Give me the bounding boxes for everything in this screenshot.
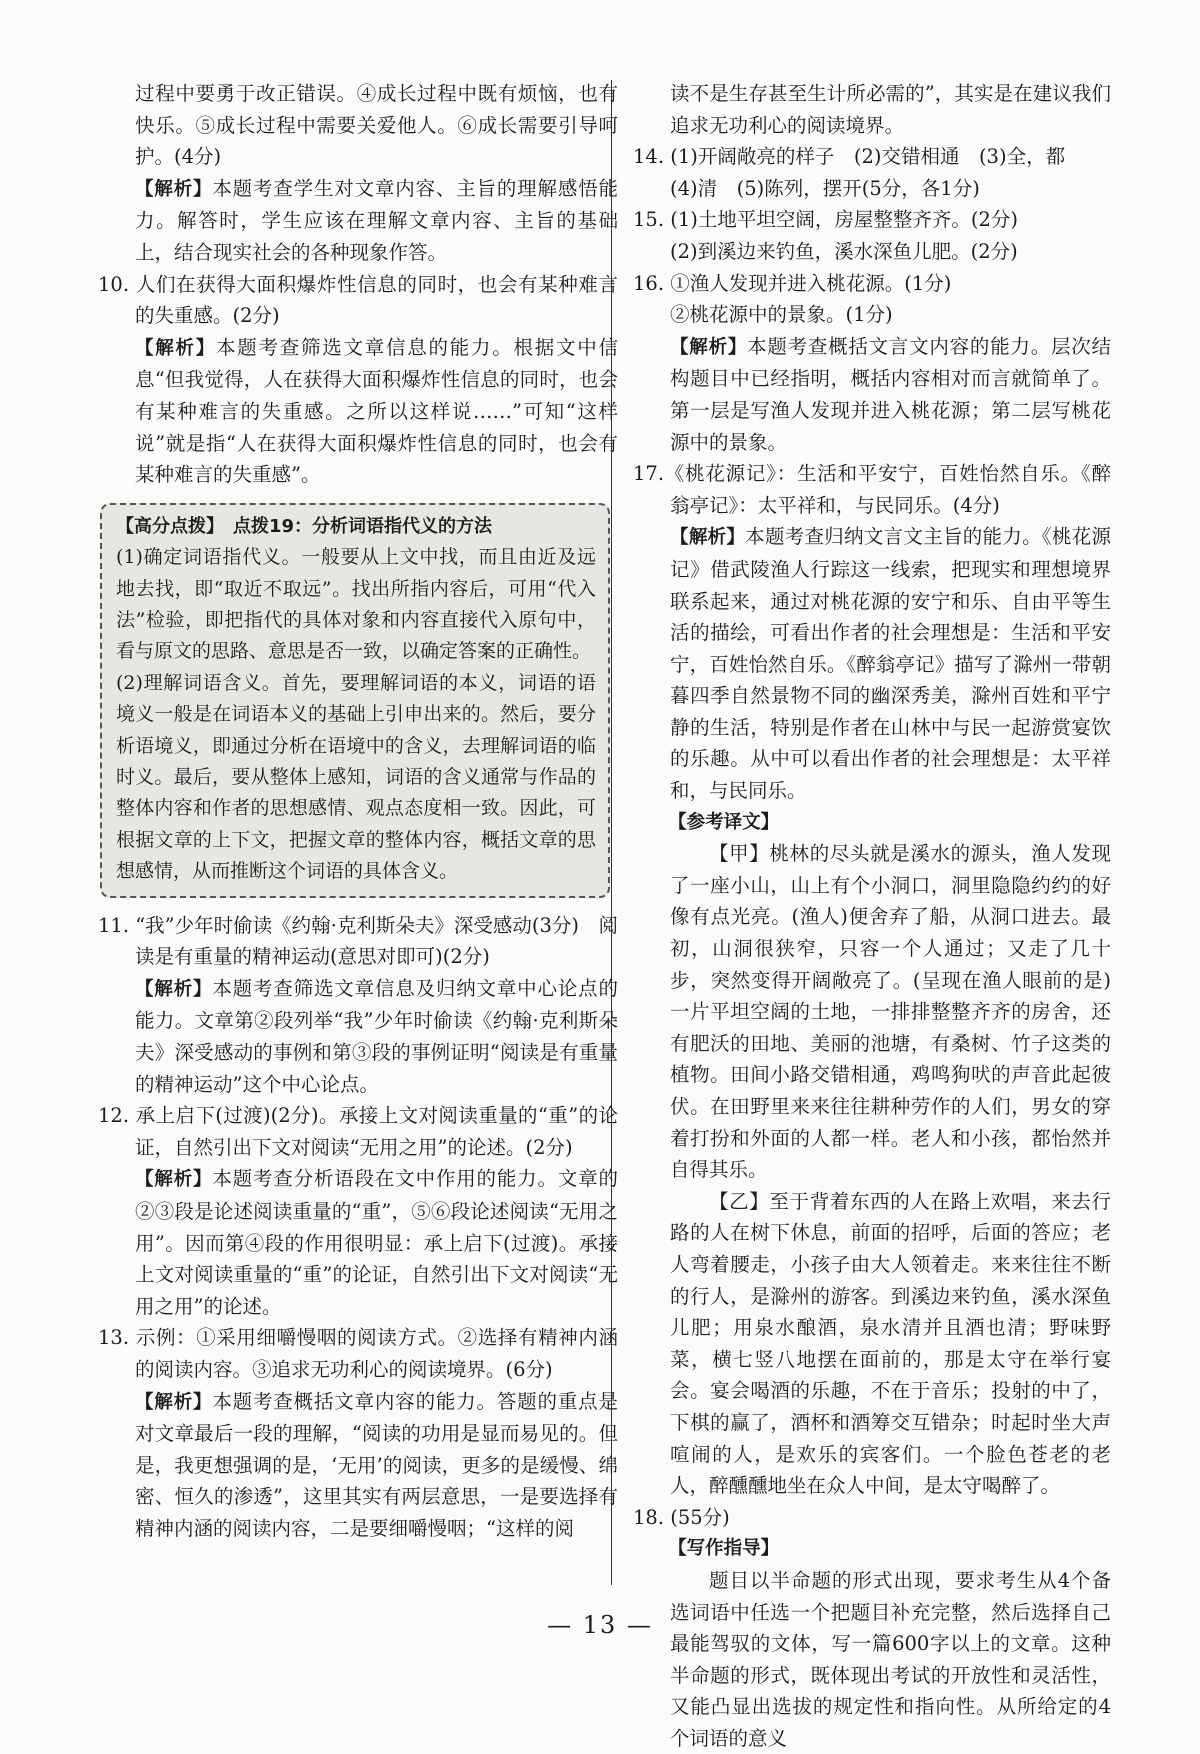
analysis-text: 本题考查分析语段在文中作用的能力。文章的②③段是论述阅读重量的“重”，⑤⑥段论述阅读“无用之用”。因而第④段的作用很明显：承上启下(过渡)。承接上文对阅读重量的“重”的论证，自然引出下文对阅读“无用之用”的论述。: [135, 1167, 618, 1318]
analysis-tag: 【解析】: [135, 178, 213, 200]
page-number: — 13 —: [547, 1611, 653, 1639]
analysis-17: [633, 521, 1111, 806]
tip-box: [100, 503, 610, 898]
analysis-text: 本题考查学生对文章内容、主旨的理解感悟能力。解答时，学生应该在理解文章内容、主旨的基础上，结合现实社会的各种现象作答。: [135, 176, 618, 264]
tip-heading: 【高分点拨】 点拨19：分析词语指代义的方法: [116, 515, 493, 537]
analysis-11: [98, 973, 618, 1100]
analysis-text: 本题考查概括文章内容的能力。答题的重点是对文章最后一段的理解，“阅读的功用是显而易见的。但是，我更想强调的是，‘无用’的阅读，更多的是缓慢、绵密、恒久的渗透”，这里其实有两层意思，一是要选择有精神内涵的阅读内容，二是要细嚼慢咽；“这样的阅: [135, 1389, 618, 1540]
analysis-tag: 【解析】: [670, 336, 748, 358]
analysis-text: 本题考查概括文言文内容的能力。层次结构题目中已经指明，概括内容相对而言就简单了。第一层是写渔人发现并进入桃花源；第二层写桃花源中的景象。: [670, 334, 1111, 454]
analysis-13-continued: 读不是生存甚至生计所必需的”，其实是在建议我们追求无功利心的阅读境界。: [670, 82, 1111, 137]
writing-guidance-text: 题目以半命题的形式出现，要求考生从4个备选词语中任选一个把题目补充完整，然后选择自己最能驾驭的文体，写一篇600字以上的文章。这种半命题的形式，既体现出考试的开放性和灵活性，又能凸显出选拔的规定性和指向性。从所给定的4个词语的意义: [670, 1568, 1111, 1750]
answer-17: 17.《桃花源记》：生活和平安宁，百姓怡然自乐。《醉翁亭记》：太平祥和，与民同乐。(4分): [633, 462, 1111, 517]
analysis-tag: 【解析】: [135, 1169, 213, 1191]
analysis-10: [98, 332, 618, 491]
reference-translation-heading: 【参考译文】: [668, 811, 780, 833]
answer-16-line-2: ②桃花源中的景象。(1分): [670, 303, 893, 327]
answer-14-line-2: (4)清 (5)陈列，摆开(5分，各1分): [670, 176, 980, 200]
answer-18: 18. (55分): [633, 1505, 730, 1529]
analysis-tag: 【解析】: [135, 978, 213, 1000]
answer-13: 13. 示例：①采用细嚼慢咽的阅读方式。②选择有精神内涵的阅读内容。③追求无功利心的阅读境界。(6分): [98, 1326, 618, 1381]
left-column: [98, 78, 618, 1544]
analysis-text: 本题考查归纳文言文主旨的能力。《桃花源记》借武陵渔人行踪这一线索，把现实和理想境界联系起来，通过对桃花源的安宁和乐、自由平等生活的描绘，可看出作者的社会理想是：生活和平安宁，百姓怡然自乐。《醉翁亭记》描写了滁州一带朝暮四季自然景物不同的幽深秀美，滁州百姓和平宁静的生活，特别是作者在山林中与民一起游赏宴饮的乐趣。从中可以看出作者的社会理想是：太平祥和，与民同乐。: [670, 525, 1111, 803]
answer-15-line-1: 15. (1)土地平坦空阔，房屋整整齐齐。(2分): [633, 208, 1018, 232]
analysis-16: [633, 331, 1111, 458]
tip-paragraph-1: (1)确定词语指代义。一般要从上文中找，而且由近及远地去找，即“取近不取远”。找出所指内容后，可用“代入法”检验，即把指代的具体对象和内容直接代入原句中，看与原文的思路、意思是否一致，以确定答案的正确性。: [116, 546, 596, 663]
analysis-text: 本题考查筛选文章信息的能力。根据文中信息“但我觉得，人在获得大面积爆炸性信息的同时，也会有某种难言的失重感。之所以这样说……”可知“这样说”就是指“人在获得大面积爆炸性信息的同时，也会有某种难言的失重感”。: [135, 335, 618, 487]
writing-guidance-heading: 【写作指导】: [668, 1538, 780, 1560]
analysis-tag: 【解析】: [670, 527, 746, 549]
answer-14-line-1: 14. (1)开阔敞亮的样子 (2)交错相通 (3)全，都: [633, 145, 1066, 169]
translation-jia: 【甲】桃林的尽头就是溪水的源头，渔人发现了一座小山，山上有个小洞口，洞里隐隐约约的好像有点光亮。(渔人)便舍弃了船，从洞口进去。最初，山洞很狭窄，只容一个人通过；又走了几十步，突然变得开阔敞亮了。(呈现在渔人眼前的是)一片平坦空阔的土地，一排排整整齐齐的房舍，还有肥沃的田地、美丽的池塘，有桑树、竹子这类的植物。田间小路交错相通，鸡鸣狗吠的声音此起彼伏。在田野里来来往往耕种劳作的人们，男女的穿着打扮和外面的人都一样。老人和小孩，都怡然并自得其乐。: [670, 842, 1111, 1182]
answer-11: 11. “我”少年时偷读《约翰·克利斯朵夫》深受感动(3分) 阅读是有重量的精神运动(意思对即可)(2分): [98, 913, 618, 969]
answer-10: 10. 人们在获得大面积爆炸性信息的同时，也会有某种难言的失重感。(2分): [98, 272, 618, 328]
analysis-12: [98, 1163, 618, 1322]
answer-12: 12. 承上启下(过渡)(2分)。承接上文对阅读重量的“重”的论证，自然引出下文对阅读“无用之用”的论述。(2分): [98, 1104, 618, 1159]
answer-15-line-2: (2)到溪边来钓鱼，溪水深鱼儿肥。(2分): [670, 239, 1018, 263]
right-column: [633, 78, 1111, 1754]
analysis-9: [98, 173, 618, 269]
analysis-tag: 【解析】: [135, 1391, 213, 1413]
tip-paragraph-2: (2)理解词语含义。首先，要理解词语的本义，词语的语境义一般是在词语本义的基础上引申出来的。然后，要分析语境义，即通过分析在语境中的含义，去理解词语的临时义。最后，要从整体上感知，词语的含义通常与作品的整体内容和作者的思想感情、观点态度相一致。因此，可根据文章的上下文，把握文章的整体内容，概括文章的思想感情，从而推断这个词语的具体含义。: [116, 671, 596, 883]
analysis-tag: 【解析】: [135, 337, 217, 359]
translation-yi: 【乙】至于背着东西的人在路上欢唱，来去行路的人在树下休息，前面的招呼，后面的答应；老人弯着腰走，小孩子由大人领着走。来来往往不断的行人，是滁州的游客。到溪边来钓鱼，溪水深鱼儿肥；用泉水酿酒，泉水清并且酒也清；野味野菜，横七竖八地摆在面前的，那是太守在举行宴会。宴会喝酒的乐趣，不在于音乐；投射的中了，下棋的赢了，酒杯和酒筹交互错杂；时起时坐大声喧闹的人，是欢乐的宾客们。一个脸色苍老的老人，醉醺醺地坐在众人中间，是太守喝醉了。: [670, 1189, 1111, 1498]
analysis-13: [98, 1386, 618, 1545]
analysis-text: 本题考查筛选文章信息及归纳文章中心论点的能力。文章第②段列举“我”少年时偷读《约翰·克利斯朵夫》深受感动的事例和第③段的事例证明“阅读是有重量的精神运动”这个中心论点。: [135, 976, 618, 1096]
answer-16-line-1: 16. ①渔人发现并进入桃花源。(1分): [633, 271, 952, 295]
answer-9-continued: 过程中要勇于改正错误。④成长过程中既有烦恼，也有快乐。⑤成长过程中需要关爱他人。⑥成长需要引导呵护。(4分): [135, 82, 618, 169]
